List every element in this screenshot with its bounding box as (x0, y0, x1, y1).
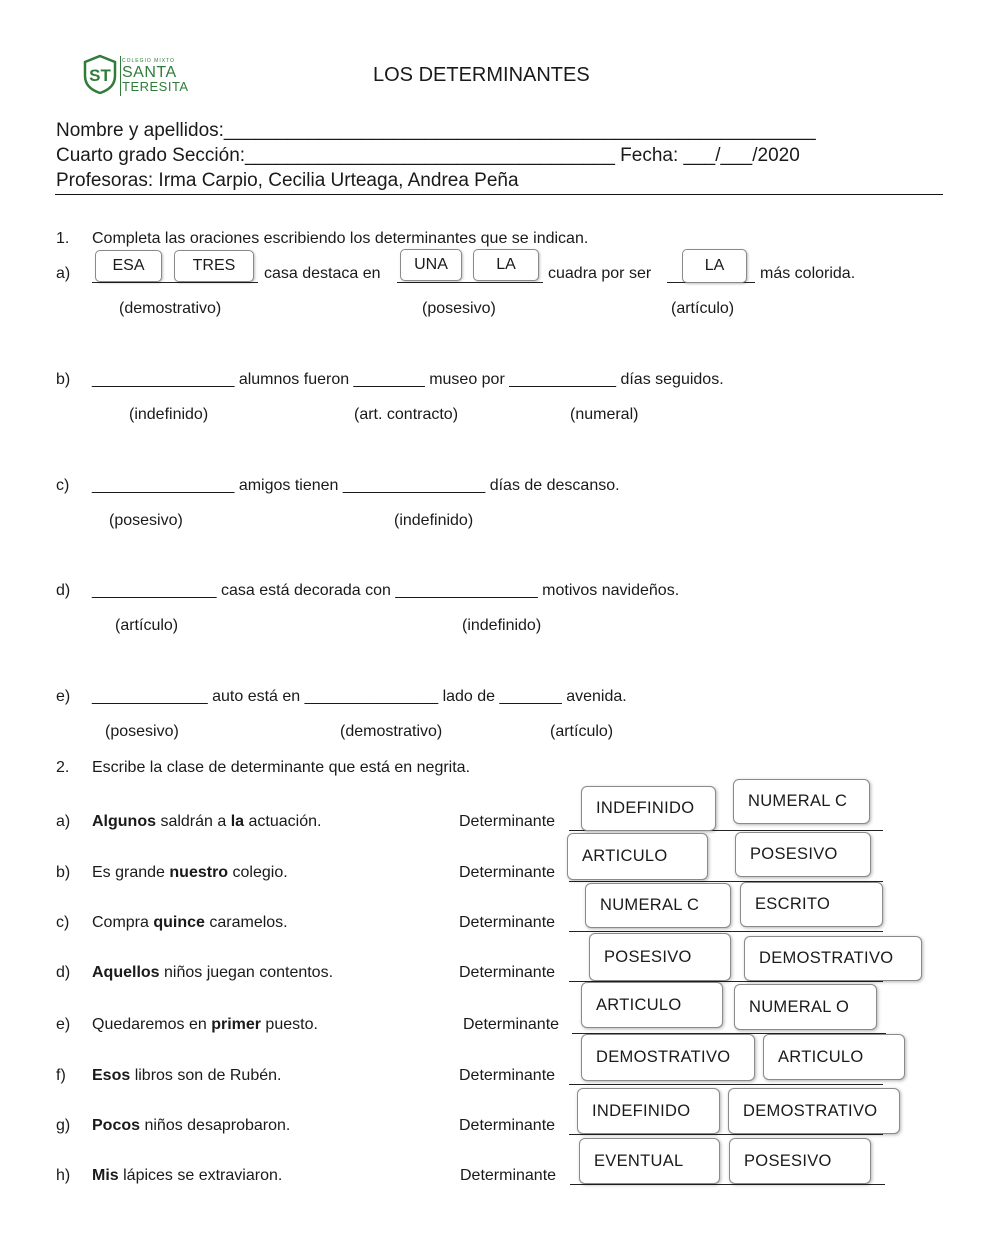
ex1-instruction: Completa las oraciones escribiendo los determinantes que se indican. (92, 230, 589, 247)
bold-determiner: primer (211, 1016, 261, 1033)
bold-determiner: Algunos (92, 813, 156, 830)
ex1d-sentence[interactable]: ______________ casa está decorada con ________________ motivos navideños. (92, 582, 680, 599)
determinante-label: Determinante (459, 1117, 556, 1134)
ex2-row-sentence (92, 1117, 290, 1135)
determinante-label: Determinante (459, 864, 556, 881)
answer-blank[interactable] (569, 931, 883, 932)
ex1b-sentence[interactable]: ________________ alumnos fueron ________ museo por ____________ días seguidos. (92, 371, 724, 388)
answer-option-card[interactable]: ARTICULO (581, 982, 723, 1028)
ex2-row-sentence (92, 864, 288, 882)
determinante-label: Determinante (459, 813, 556, 830)
answer-blank[interactable] (569, 1084, 883, 1085)
ex1-number: 1. (56, 230, 70, 247)
ex1a-blank-2[interactable] (397, 282, 543, 283)
ex2-row-letter: a) (56, 813, 71, 830)
ex1e-hint-3: (artículo) (550, 723, 614, 740)
sentence-part: actuación. (244, 813, 322, 830)
answer-option-card[interactable]: POSESIVO (589, 933, 731, 981)
logo-small-text: COLEGIO MIXTO (122, 58, 175, 64)
bold-determiner: Aquellos (92, 964, 160, 981)
ex2-row-sentence (92, 1167, 282, 1185)
ex2-row-letter: f) (56, 1067, 66, 1084)
ex1e-hint-2: (demostrativo) (340, 723, 443, 740)
ex1c-sentence[interactable]: ________________ amigos tienen ________________ días de descanso. (92, 477, 620, 494)
grade-date-line[interactable]: Cuarto grado Sección:___________________________________ Fecha: ___/___/2020 (56, 145, 800, 166)
ex1b-hint-1: (indefinido) (129, 406, 209, 423)
bold-determiner: quince (153, 914, 205, 931)
answer-blank[interactable] (570, 1184, 885, 1185)
ex2-row-letter: h) (56, 1167, 71, 1184)
answer-option-card[interactable]: POSESIVO (735, 832, 871, 877)
sentence-part: Es grande (92, 864, 170, 881)
ex2-row-sentence (92, 1067, 281, 1085)
logo-line2: TERESITA (122, 79, 189, 94)
header-divider (55, 194, 943, 195)
teachers-line: Profesoras: Irma Carpio, Cecilia Urteaga, Andrea Peña (56, 170, 519, 191)
answer-option-card[interactable]: ESCRITO (740, 882, 883, 927)
bold-determiner: la (230, 813, 245, 830)
answer-option-card[interactable]: DEMOSTRATIVO (744, 936, 922, 981)
answer-option-card[interactable]: NUMERAL C (585, 883, 731, 928)
ex2-row-letter: e) (56, 1016, 71, 1033)
ex1a-text-3: más colorida. (760, 265, 856, 282)
answer-option-card[interactable]: ARTICULO (763, 1034, 905, 1080)
ex1b-hint-3: (numeral) (570, 406, 639, 423)
sentence-part: Compra (92, 914, 154, 931)
ex1a-hint-3: (artículo) (671, 300, 735, 317)
drag-tag[interactable]: LA (473, 249, 539, 281)
sentence-part: saldrán a (156, 813, 231, 830)
determinante-label: Determinante (459, 1067, 556, 1084)
sentence-part: niños desaprobaron. (140, 1117, 291, 1134)
answer-option-card[interactable]: INDEFINIDO (581, 786, 716, 831)
sentence-part: caramelos. (204, 914, 288, 931)
determinante-label: Determinante (459, 914, 556, 931)
ex2-row-sentence (92, 1016, 318, 1034)
ex1a-blank-1[interactable] (92, 282, 258, 283)
ex2-row-letter: g) (56, 1117, 71, 1134)
ex1a-letter: a) (56, 265, 71, 282)
ex1d-letter: d) (56, 582, 71, 599)
logo-divider (120, 56, 121, 96)
sentence-part: libros son de Rubén. (130, 1067, 282, 1084)
drag-tag[interactable]: ESA (95, 250, 162, 282)
determinante-label: Determinante (460, 1167, 557, 1184)
name-field-line[interactable]: Nombre y apellidos:________________________________________________________ (56, 120, 816, 141)
ex1d-hint-2: (indefinido) (462, 617, 542, 634)
ex1a-hint-2: (posesivo) (422, 300, 496, 317)
answer-option-card[interactable]: POSESIVO (729, 1138, 871, 1184)
sentence-part: Quedaremos en (92, 1016, 212, 1033)
ex2-row-letter: d) (56, 964, 71, 981)
ex1b-hint-2: (art. contracto) (354, 406, 459, 423)
determinante-label: Determinante (459, 964, 556, 981)
bold-determiner: nuestro (169, 864, 229, 881)
ex1c-hint-2: (indefinido) (394, 512, 474, 529)
sentence-part: puesto. (260, 1016, 318, 1033)
drag-tag[interactable]: TRES (174, 250, 254, 282)
ex2-row-sentence (92, 813, 321, 831)
drag-tag[interactable]: UNA (400, 249, 462, 281)
determinante-label: Determinante (463, 1016, 560, 1033)
bold-determiner: Esos (92, 1067, 131, 1084)
ex2-row-letter: c) (56, 914, 70, 931)
ex1b-letter: b) (56, 371, 71, 388)
answer-option-card[interactable]: DEMOSTRATIVO (728, 1088, 900, 1134)
answer-option-card[interactable]: DEMOSTRATIVO (581, 1034, 755, 1081)
ex2-number: 2. (56, 759, 70, 776)
ex1e-letter: e) (56, 688, 71, 705)
ex1d-hint-1: (artículo) (115, 617, 179, 634)
page-title: LOS DETERMINANTES (373, 64, 590, 86)
ex2-instruction: Escribe la clase de determinante que está en negrita. (92, 759, 471, 776)
ex1a-hint-1: (demostrativo) (119, 300, 222, 317)
ex1e-hint-1: (posesivo) (105, 723, 179, 740)
sentence-part: lápices se extraviaron. (118, 1167, 283, 1184)
ex1c-hint-1: (posesivo) (109, 512, 183, 529)
ex1c-letter: c) (56, 477, 70, 494)
sentence-part: niños juegan contentos. (159, 964, 334, 981)
ex1e-sentence[interactable]: _____________ auto está en _______________ lado de _______ avenida. (92, 688, 627, 705)
sentence-part: colegio. (228, 864, 288, 881)
school-seal-icon (82, 54, 118, 94)
bold-determiner: Mis (92, 1167, 119, 1184)
bold-determiner: Pocos (92, 1117, 141, 1134)
ex1a-text-2: cuadra por ser (548, 265, 652, 282)
ex2-row-sentence (92, 964, 333, 982)
drag-tag[interactable]: LA (682, 249, 747, 283)
logo-monogram: ST (89, 66, 111, 85)
ex2-row-letter: b) (56, 864, 71, 881)
answer-option-card[interactable]: ARTICULO (567, 833, 708, 880)
ex1a-text-1: casa destaca en (264, 265, 381, 282)
answer-option-card[interactable]: EVENTUAL (579, 1138, 720, 1184)
answer-option-card[interactable]: NUMERAL O (734, 984, 877, 1030)
answer-option-card[interactable]: NUMERAL C (733, 779, 870, 824)
answer-option-card[interactable]: INDEFINIDO (577, 1088, 720, 1134)
school-logo (82, 54, 192, 100)
answer-blank[interactable] (569, 1134, 883, 1135)
logo-line1: SANTA (122, 64, 177, 81)
ex2-row-sentence (92, 914, 288, 932)
